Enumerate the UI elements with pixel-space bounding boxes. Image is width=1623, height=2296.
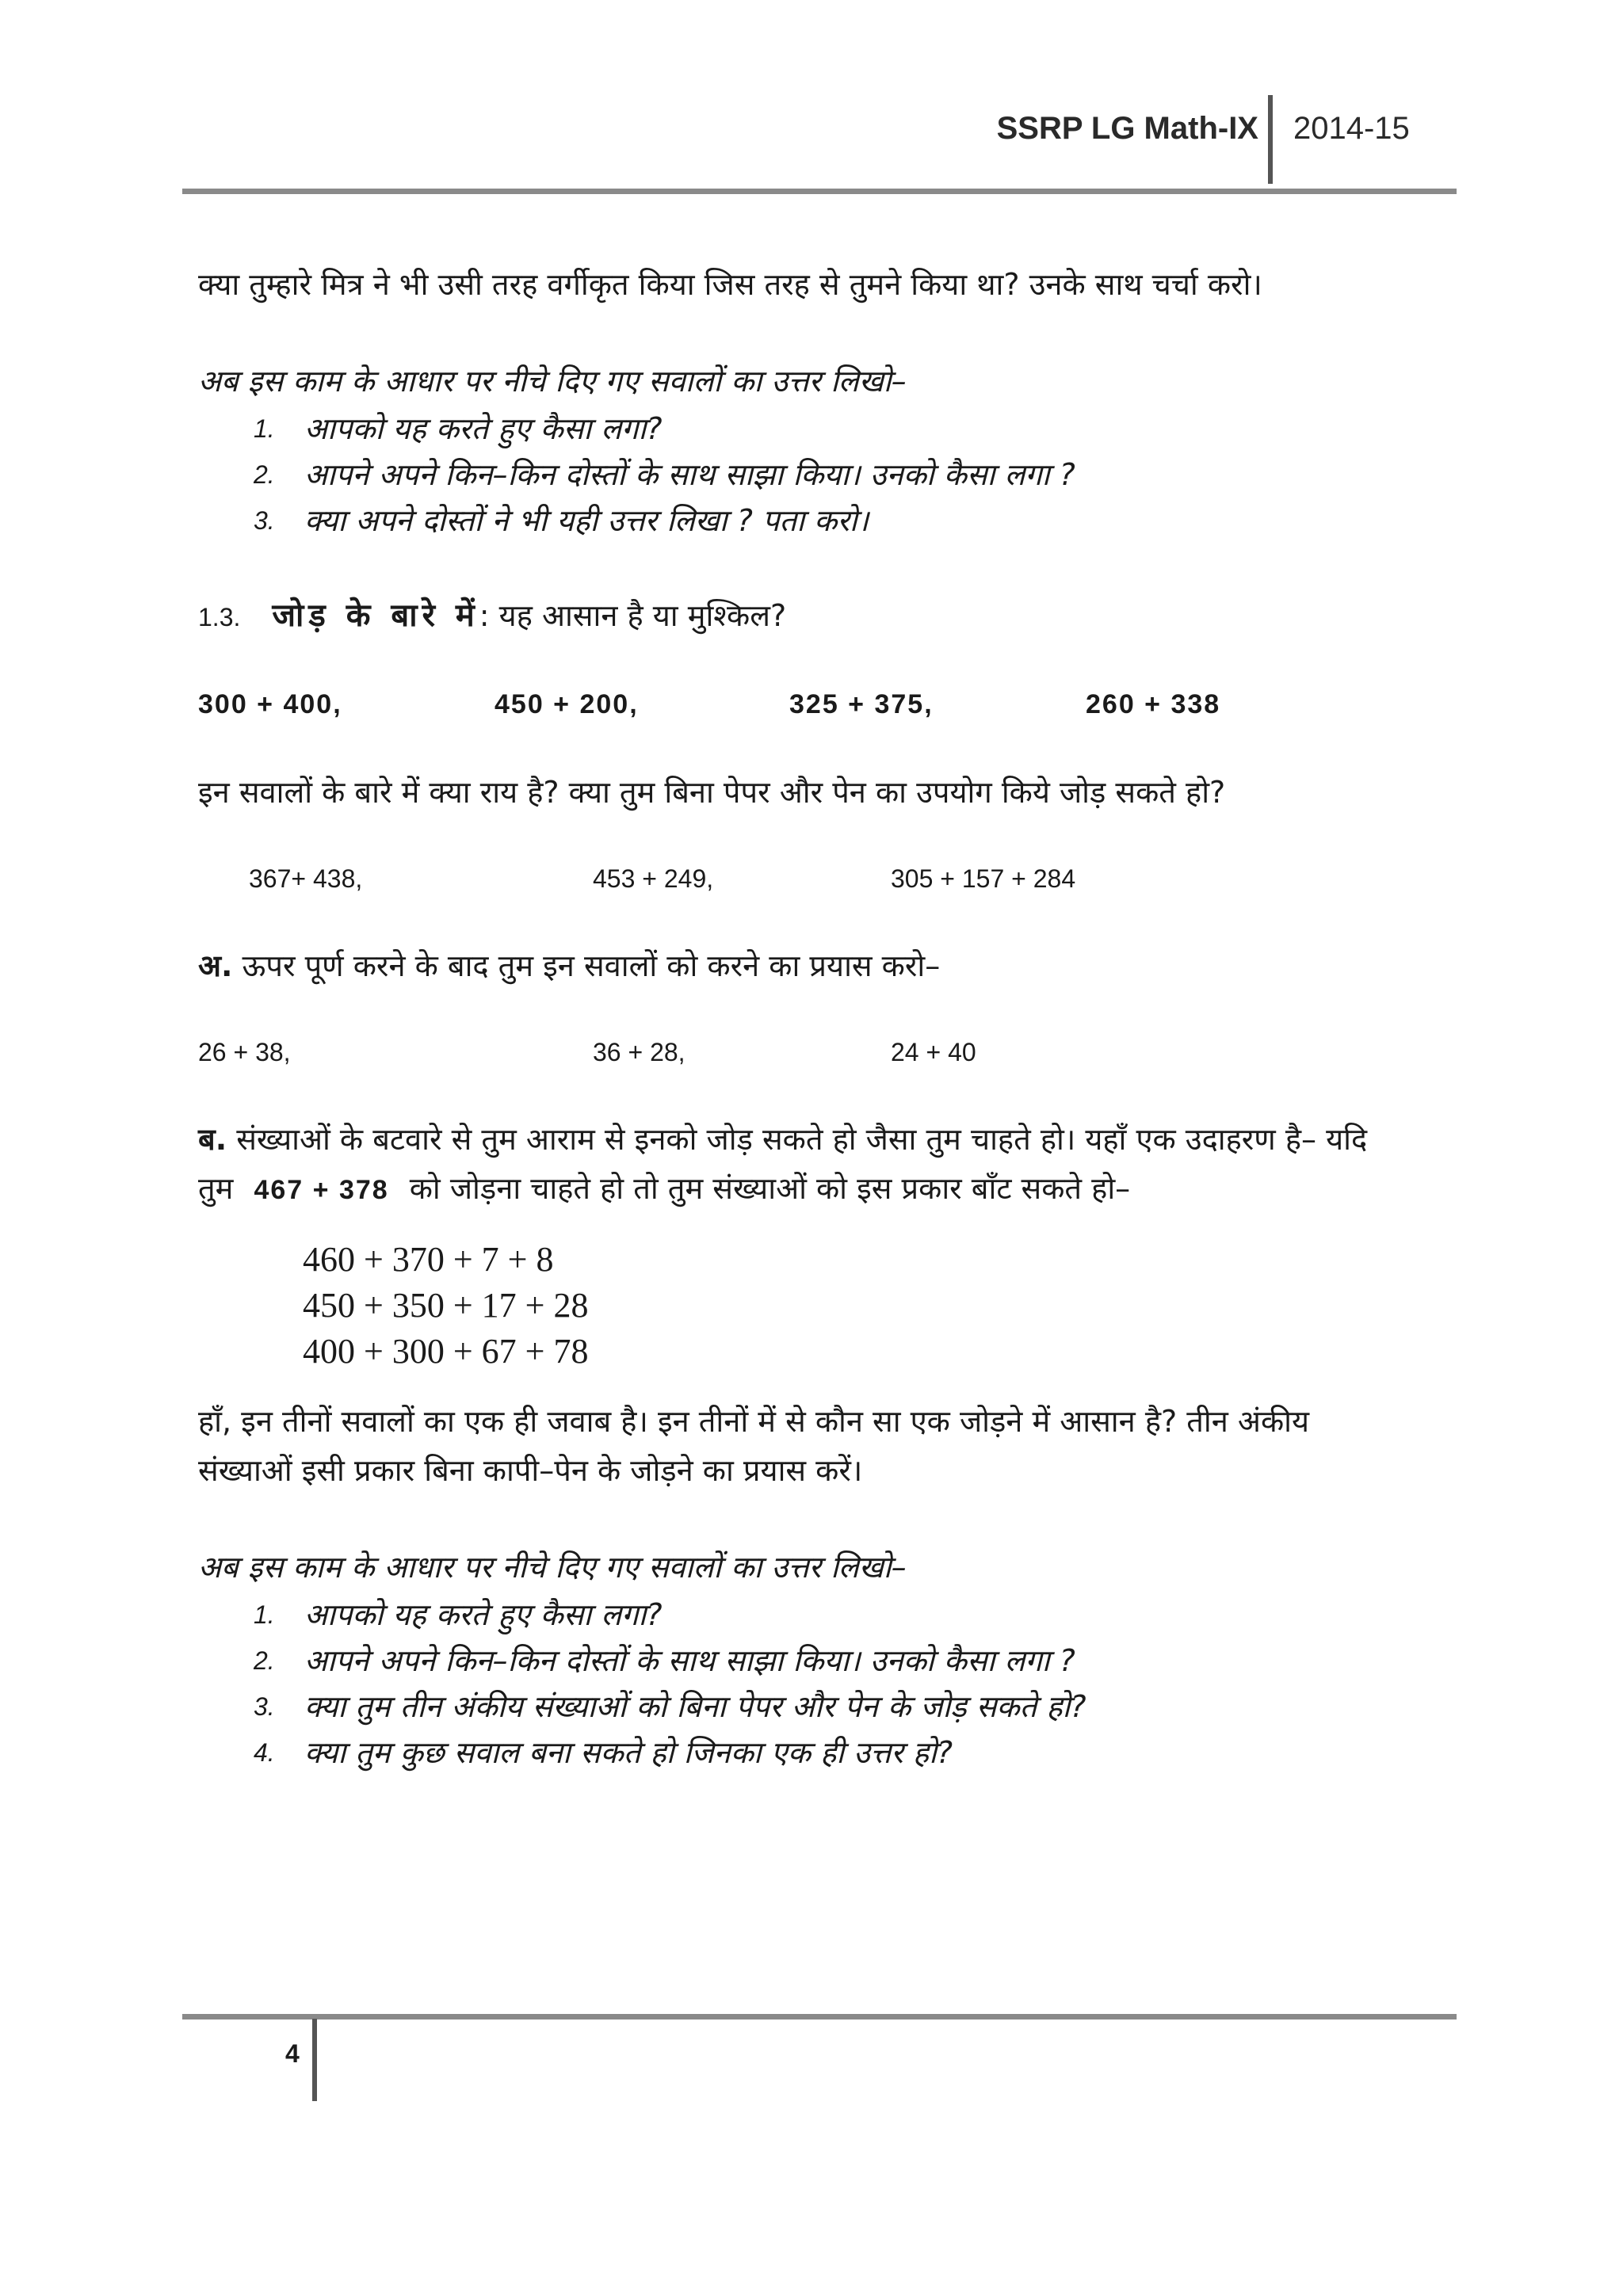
intro-paragraph: क्या तुम्हारे मित्र ने भी उसी तरह वर्गीकृत किया जिस तरह से तुमने किया था? उनके साथ चर्चा करो।	[198, 267, 1262, 302]
list-item: 1. आपको यह करते हुए कैसा लगा?	[254, 411, 663, 446]
footer-divider	[312, 2019, 317, 2101]
header-rule	[182, 189, 1457, 194]
decomposition-line: 460 + 370 + 7 + 8	[303, 1240, 554, 1279]
part-a-label: अ.	[198, 948, 233, 983]
bold-sums-row	[198, 689, 1403, 720]
sum-expression: 300 + 400,	[198, 689, 342, 719]
sum-expression: 36 + 28,	[593, 1038, 685, 1066]
header-divider	[1268, 95, 1273, 184]
part-b-label: ब.	[198, 1122, 227, 1157]
section-number: 1.3.	[198, 603, 241, 631]
sum-expression: 367+ 438,	[249, 864, 363, 893]
footer-rule	[182, 2014, 1457, 2019]
page-footer	[0, 2012, 1623, 2171]
conclusion-paragraph: हाँ, इन तीनों सवालों का एक ही जवाब है। इन तीनों में से कौन सा एक जोड़ने में आसान है? तीन अंकीय संख्याओं इसी प्रकार बिना कापी–पेन के जोड़ने का प्रयास करें।	[198, 1404, 1310, 1488]
page-content	[198, 260, 1403, 1775]
sum-expression: 260 + 338	[1086, 689, 1221, 719]
example-expression: 467 + 378	[254, 1175, 389, 1205]
decomposition-line: 400 + 300 + 67 + 78	[303, 1332, 589, 1371]
opinion-paragraph: इन सवालों के बारे में क्या राय है? क्या तुम बिना पेपर और पेन का उपयोग किये जोड़ सकते हो?	[198, 775, 1226, 810]
sum-expression: 26 + 38,	[198, 1038, 291, 1066]
list-item: 2. आपने अपने किन–किन दोस्तों के साथ साझा किया। उनको कैसा लगा ?	[254, 457, 1075, 492]
question-list-2	[198, 1592, 1403, 1775]
sum-expression: 450 + 200,	[495, 689, 639, 719]
page-header	[0, 0, 1623, 206]
header-year: 2014-15	[1293, 111, 1410, 146]
part-a-sums-row	[198, 1038, 1403, 1067]
list-item: 3. क्या तुम तीन अंकीय संख्याओं को बिना पेपर और पेन के जोड़ सकते हो?	[254, 1689, 1086, 1724]
questions-lead-2: अब इस काम के आधार पर नीचे दिए गए सवालों का उत्तर लिखो–	[198, 1550, 907, 1585]
part-b-paragraph: ब. संख्याओं के बटवारे से तुम आराम से इनको जोड़ सकते हो जैसा तुम चाहते हो। यहाँ एक उदाहरण है– यदि तुम 467 + 378 को जोड़ना चाहते हो तो तुम संख्याओं को इस प्रकार बाँट सकते हो–	[198, 1122, 1368, 1206]
sum-expression: 453 + 249,	[593, 864, 714, 893]
header-title: SSRP LG Math-IX	[996, 111, 1258, 146]
sum-expression: 24 + 40	[891, 1038, 976, 1066]
part-a-paragraph: अ. ऊपर पूर्ण करने के बाद तुम इन सवालों को करने का प्रयास करो–	[198, 948, 941, 983]
list-item: 1. आपको यह करते हुए कैसा लगा?	[254, 1597, 663, 1632]
page-number: 4	[285, 2039, 300, 2068]
list-item: 4. क्या तुम कुछ सवाल बना सकते हो जिनका एक ही उत्तर हो?	[254, 1735, 953, 1770]
sum-expression: 325 + 375,	[789, 689, 934, 719]
list-item: 3. क्या अपने दोस्तों ने भी यही उत्तर लिखा ? पता करो।	[254, 503, 869, 538]
section-title: जोड़ के बारे में	[272, 597, 479, 634]
questions-lead-1: अब इस काम के आधार पर नीचे दिए गए सवालों का उत्तर लिखो–	[198, 364, 907, 399]
list-item: 2. आपने अपने किन–किन दोस्तों के साथ साझा किया। उनको कैसा लगा ?	[254, 1643, 1075, 1678]
indented-sums-row	[198, 864, 1403, 894]
section-subtitle: : यह आसान है या मुश्किल?	[479, 598, 787, 633]
section-heading	[198, 591, 1403, 642]
decomposition-line: 450 + 350 + 17 + 28	[303, 1286, 589, 1325]
decomposition-block	[198, 1237, 1403, 1375]
sum-expression: 305 + 157 + 284	[891, 864, 1076, 893]
question-list-1	[198, 406, 1403, 543]
